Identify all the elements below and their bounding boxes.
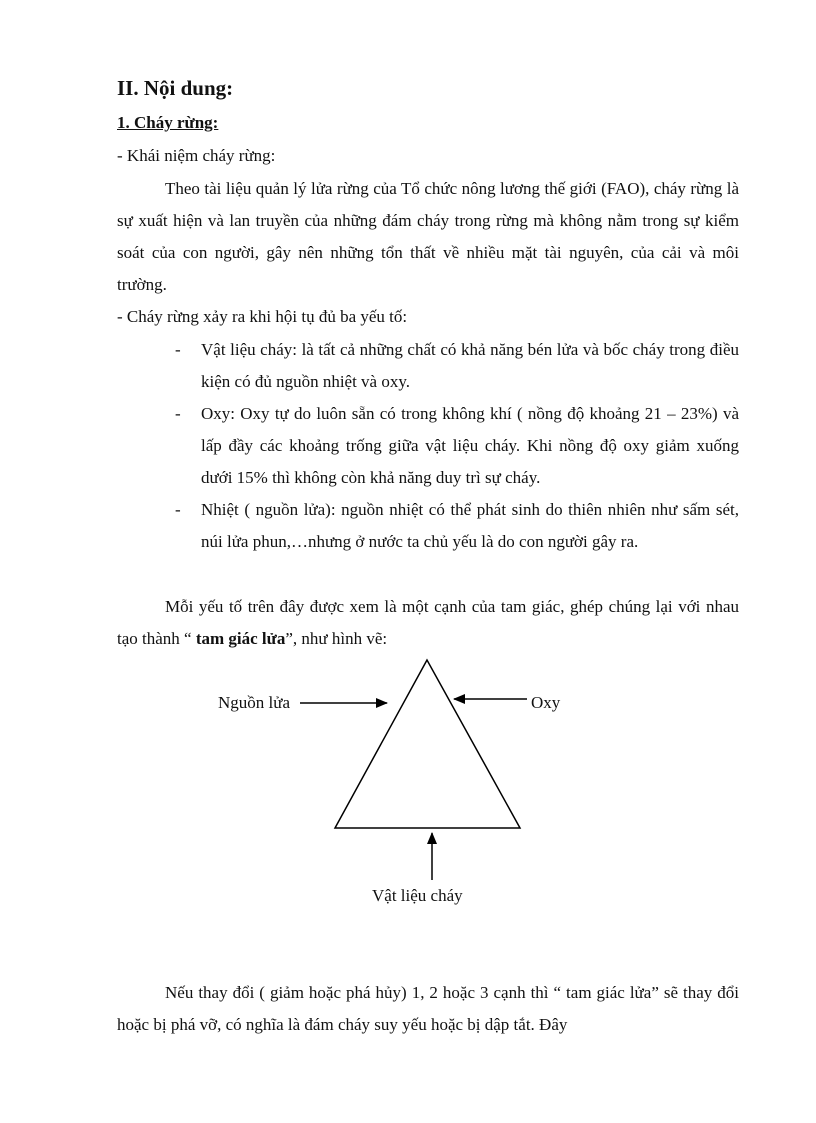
fire-triangle: [335, 660, 520, 828]
factor-text: Vật liệu cháy: là tất cả những chất có khả năng bén lửa và bốc cháy trong điều kiện có đủ nguồn nhiệt và oxy.: [201, 340, 739, 391]
bullet-marker: -: [175, 500, 181, 519]
factor-text: Oxy: Oxy tự do luôn sẵn có trong không khí ( nồng độ khoảng 21 – 23%) và lấp đầy các khoảng trống giữa vật liệu cháy. Khi nồng độ oxy giảm xuống dưới 15% thì không còn khả năng duy trì sự cháy.: [201, 404, 739, 487]
diagram-label-oxygen: Oxy: [531, 693, 561, 712]
diagram-label-heat-source: Nguồn lửa: [218, 693, 291, 712]
triangle-paragraph-bold: tam giác lửa: [195, 629, 286, 648]
definition-paragraph: Theo tài liệu quản lý lửa rừng của Tổ chức nông lương thế giới (FAO), cháy rừng là sự xuất hiện và lan truyền của những đám cháy trong rừng mà không nằm trong sự kiểm soát của con người, gây nên những tổn thất về nhiều mặt tài nguyên, của cải và môi trường.: [117, 179, 739, 294]
concept-label: - Khái niệm cháy rừng:: [117, 146, 276, 165]
factors-intro: - Cháy rừng xảy ra khi hội tụ đủ ba yếu tố:: [117, 307, 408, 326]
closing-paragraph: Nếu thay đổi ( giảm hoặc phá hủy) 1, 2 hoặc 3 cạnh thì “ tam giác lửa” sẽ thay đổi hoặc bị phá vỡ, có nghĩa là đám cháy suy yếu hoặc bị dập tắt. Đây: [117, 983, 739, 1034]
triangle-paragraph-after: ”, như hình vẽ:: [285, 629, 388, 648]
factor-text: Nhiệt ( nguồn lửa): nguồn nhiệt có thể phát sinh do thiên nhiên như sấm sét, núi lửa phun,…nhưng ở nước ta chủ yếu là do con người gây ra.: [201, 500, 739, 551]
diagram-label-fuel: Vật liệu cháy: [372, 886, 463, 905]
bullet-marker: -: [175, 340, 181, 359]
bullet-marker: -: [175, 404, 181, 423]
triangle-paragraph-before: Mỗi yếu tố trên đây được xem là một cạnh của tam giác, ghép chúng lại với nhau tạo thành “: [117, 597, 739, 648]
triangle-paragraph: [117, 591, 739, 655]
section-heading: II. Nội dung:: [117, 76, 234, 100]
subsection-heading: 1. Cháy rừng:: [117, 113, 219, 132]
